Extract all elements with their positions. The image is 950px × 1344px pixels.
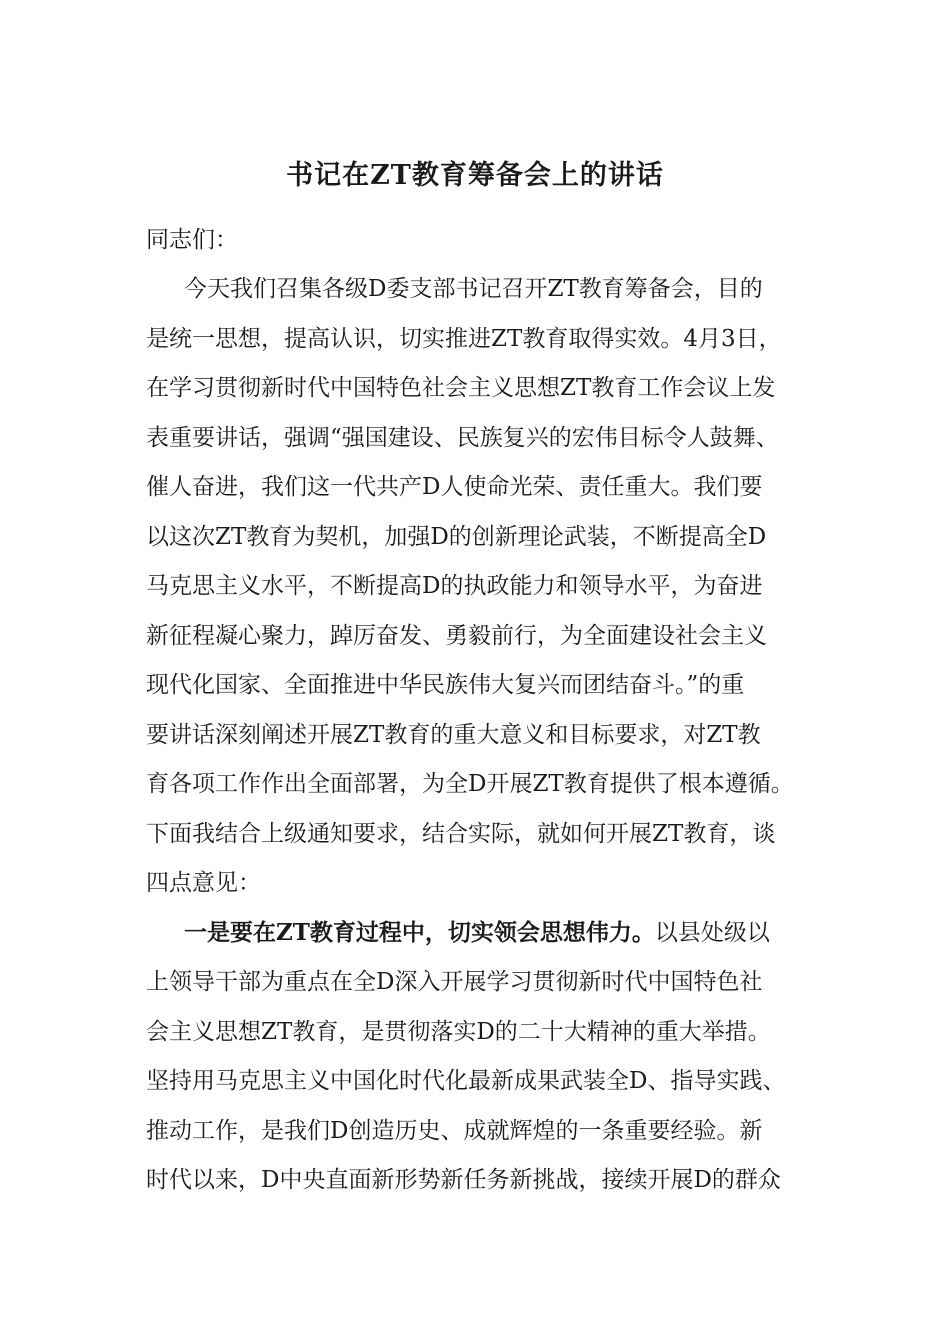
paragraph-line: 四点意见： [146,870,261,896]
paragraph-line: 坚持用马克思主义中国化时代化最新成果武装全D、指导实践、 [146,1068,786,1094]
section-one-first-line [184,918,864,948]
document-title: 书记在ZT教育筹备会上的讲话 [286,160,664,191]
paragraph-line: 在学习贯彻新时代中国特色社会主义思想ZT教育工作会议上发 [146,375,776,401]
paragraph-line: 会主义思想ZT教育，是贯彻落实D的二十大精神的重大举措。 [146,1019,771,1045]
section-one-heading: 一是要在ZT教育过程中，切实领会思想伟力。 [184,919,655,946]
paragraph-line: 马克思主义水平，不断提高D的执政能力和领导水平，为奋进 [146,573,763,599]
paragraph-line: 要讲话深刻阐述开展ZT教育的重大意义和目标要求，对ZT教 [146,722,761,748]
paragraph-line: 推动工作，是我们D创造历史、成就辉煌的一条重要经验。新 [146,1118,763,1144]
paragraph-line: 现代化国家、全面推进中华民族伟大复兴而团结奋斗。”的重 [146,672,745,698]
section-one-text: 以县处级以 [654,920,770,946]
paragraph-line: 催人奋进，我们这一代共产D人使命光荣、责任重大。我们要 [146,474,763,500]
paragraph-line: 时代以来，D中央直面新形势新任务新挑战，接续开展D的群众 [146,1167,781,1193]
salutation: 同志们： [146,227,238,253]
paragraph-line: 是统一思想，提高认识，切实推进ZT教育取得实效。4月3日， [146,326,782,352]
paragraph-line: 以这次ZT教育为契机，加强D的创新理论武装，不断提高全D [146,524,767,550]
paragraph-line: 上领导干部为重点在全D深入开展学习贯彻新时代中国特色社 [146,969,763,995]
paragraph-line: 新征程凝心聚力，踔厉奋发、勇毅前行，为全面建设社会主义 [146,623,767,649]
paragraph-line: 表重要讲话，强调“强国建设、民族复兴的宏伟目标令人鼓舞、 [146,425,779,451]
paragraph-line: 今天我们召集各级D委支部书记召开ZT教育筹备会，目的 [184,276,763,302]
paragraph-line: 下面我结合上级通知要求，结合实际，就如何开展ZT教育，谈 [146,821,776,847]
paragraph-line: 育各项工作作出全面部署，为全D开展ZT教育提供了根本遵循。 [146,771,794,797]
